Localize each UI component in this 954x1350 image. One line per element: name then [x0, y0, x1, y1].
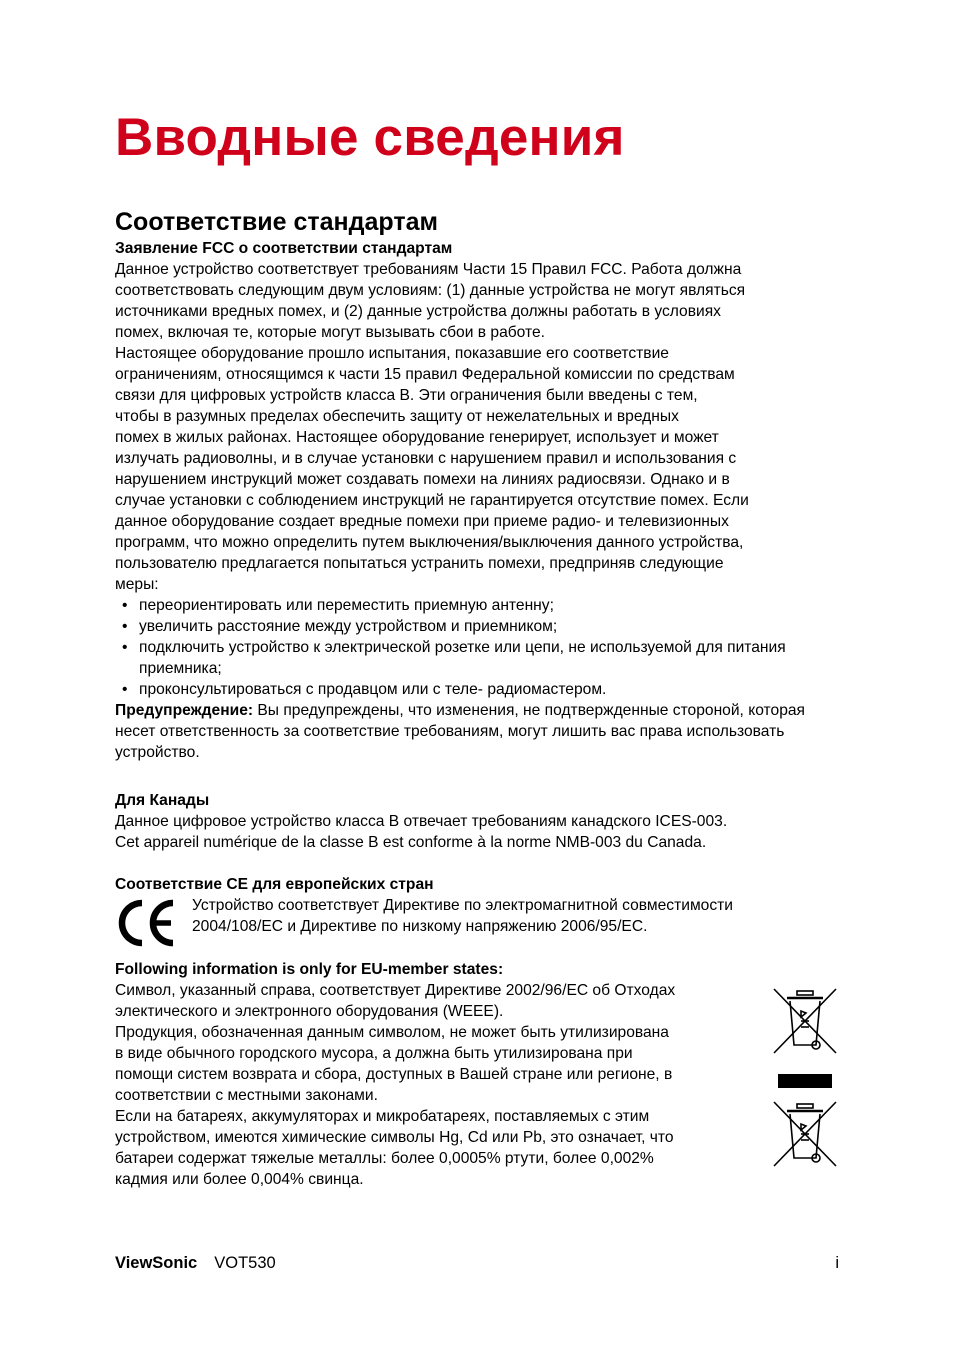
- section-title: Соответствие стандартам: [115, 208, 438, 236]
- text-line: данное оборудование создает вредные помехи при приеме радио- и телевизионных: [115, 513, 729, 530]
- weee-text: [115, 980, 765, 1190]
- warning-text: Вы предупреждены, что изменения, не подтвержденные стороной, которая несет ответственность за соответствие требованиям, могут лишить вас права использовать устройство.: [115, 702, 805, 761]
- weee-paragraph-3: [115, 1106, 765, 1190]
- text-line: излучать радиоволны, и в случае установки с нарушением правил и использования с: [115, 450, 737, 467]
- fcc-heading: Заявление FCC о соответствии стандартам: [115, 240, 453, 257]
- text-line: батареи содержат тяжелые металлы: более 0,0005% ртути, более 0,002%: [115, 1150, 654, 1167]
- text-line: Продукция, обозначенная данным символом, не может быть утилизирована: [115, 1024, 669, 1041]
- text-line: пользователю предлагается попытаться устранить помехи, предприняв следующие: [115, 555, 724, 572]
- list-item: • подключить устройство к электрической розетке или цепи, не используемой для питания приемника;: [115, 637, 845, 679]
- fcc-section: [115, 238, 845, 763]
- ce-section: [115, 874, 845, 949]
- fcc-warning: [115, 700, 845, 763]
- canada-line-1: Данное цифровое устройство класса B отвечает требованиям канадского ICES-003.: [115, 813, 728, 830]
- text-line: связи для цифровых устройств класса B. Эти ограничения были введены с тем,: [115, 387, 698, 404]
- text-line: помех в жилых районах. Настоящее оборудование генерирует, использует и может: [115, 429, 719, 446]
- ce-line-2: 2004/108/EC и Директиве по низкому напряжению 2006/95/EC.: [192, 918, 648, 935]
- weee-paragraph-2: [115, 1022, 765, 1106]
- weee-paragraph-1: [115, 980, 765, 1022]
- text-line: помощи систем возврата и сбора, доступных в Вашей стране или регионе, в: [115, 1066, 673, 1083]
- weee-symbols: [770, 985, 840, 1175]
- footer-brand: ViewSonic: [115, 1254, 198, 1272]
- weee-heading: Following information is only for EU-member states:: [115, 961, 504, 978]
- black-bar: [778, 1074, 832, 1088]
- text-line: кадмия или более 0,004% свинца.: [115, 1171, 364, 1188]
- list-item: • переориентировать или переместить приемную антенну;: [115, 595, 845, 616]
- text-line: источниками вредных помех, и (2) данные устройства должны работать в условиях: [115, 303, 721, 320]
- text-line: программ, что можно определить путем выключения/выключения данного устройства,: [115, 534, 744, 551]
- text-line: Символ, указанный справа, соответствует Директиве 2002/96/EC об Отходах: [115, 982, 676, 999]
- ce-mark-icon: [115, 897, 177, 949]
- text-line: Данное устройство соответствует требованиям Части 15 Правил FCC. Работа должна: [115, 261, 742, 278]
- text-line: электического и электронного оборудования (WEEE).: [115, 1003, 504, 1020]
- text-line: ограничениям, относящимся к части 15 правил Федеральной комиссии по средствам: [115, 366, 735, 383]
- text-line: устройством, имеются химические символы Hg, Cd или Pb, это означает, что: [115, 1129, 674, 1146]
- fcc-paragraph-2: [115, 343, 845, 595]
- page-footer: [115, 1252, 839, 1274]
- page-number: i: [835, 1254, 839, 1272]
- crossed-out-wheelie-bin-icon: [770, 985, 840, 1057]
- text-line: Настоящее оборудование прошло испытания, показавшие его соответствие: [115, 345, 669, 362]
- text-line: соответствовать следующим двум условиям: (1) данные устройства не могут являться: [115, 282, 746, 299]
- page-title: Вводные сведения: [115, 108, 625, 167]
- canada-line-2: Cet appareil numérique de la classe B est conforme à la norme NMB-003 du Canada.: [115, 834, 707, 851]
- list-item: • проконсультироваться с продавцом или с теле- радиомастером.: [115, 679, 845, 700]
- weee-section: [115, 959, 845, 1190]
- list-item: • увеличить расстояние между устройством и приемником;: [115, 616, 845, 637]
- fcc-paragraph-1: [115, 259, 845, 343]
- text-line: чтобы в разумных пределах обеспечить защиту от нежелательных и вредных: [115, 408, 679, 425]
- canada-section: [115, 790, 845, 853]
- text-line: в виде обычного городского мусора, а должна быть утилизирована при: [115, 1045, 633, 1062]
- ce-row: [115, 895, 845, 949]
- canada-heading: Для Канады: [115, 792, 210, 809]
- text-line: случае установки с соблюдением инструкций не гарантируется отсутствие помех. Если: [115, 492, 749, 509]
- text-line: соответствии с местными законами.: [115, 1087, 378, 1104]
- footer-model: VOT530: [214, 1254, 276, 1272]
- text-line: меры:: [115, 576, 159, 593]
- ce-heading: Соответствие CE для европейских стран: [115, 876, 434, 893]
- text-line: нарушением инструкций может создавать помехи на линиях радиосвязи. Однако и в: [115, 471, 730, 488]
- ce-text: [192, 895, 733, 937]
- crossed-out-wheelie-bin-icon: [770, 1098, 840, 1170]
- warning-label: Предупреждение:: [115, 702, 254, 719]
- fcc-measures-list: [115, 595, 845, 700]
- text-line: помех, включая те, которые могут вызывать сбои в работе.: [115, 324, 545, 341]
- ce-line-1: Устройство соответствует Директиве по электромагнитной совместимости: [192, 897, 733, 914]
- text-line: Если на батареях, аккумуляторах и микробатареях, поставляемых с этим: [115, 1108, 650, 1125]
